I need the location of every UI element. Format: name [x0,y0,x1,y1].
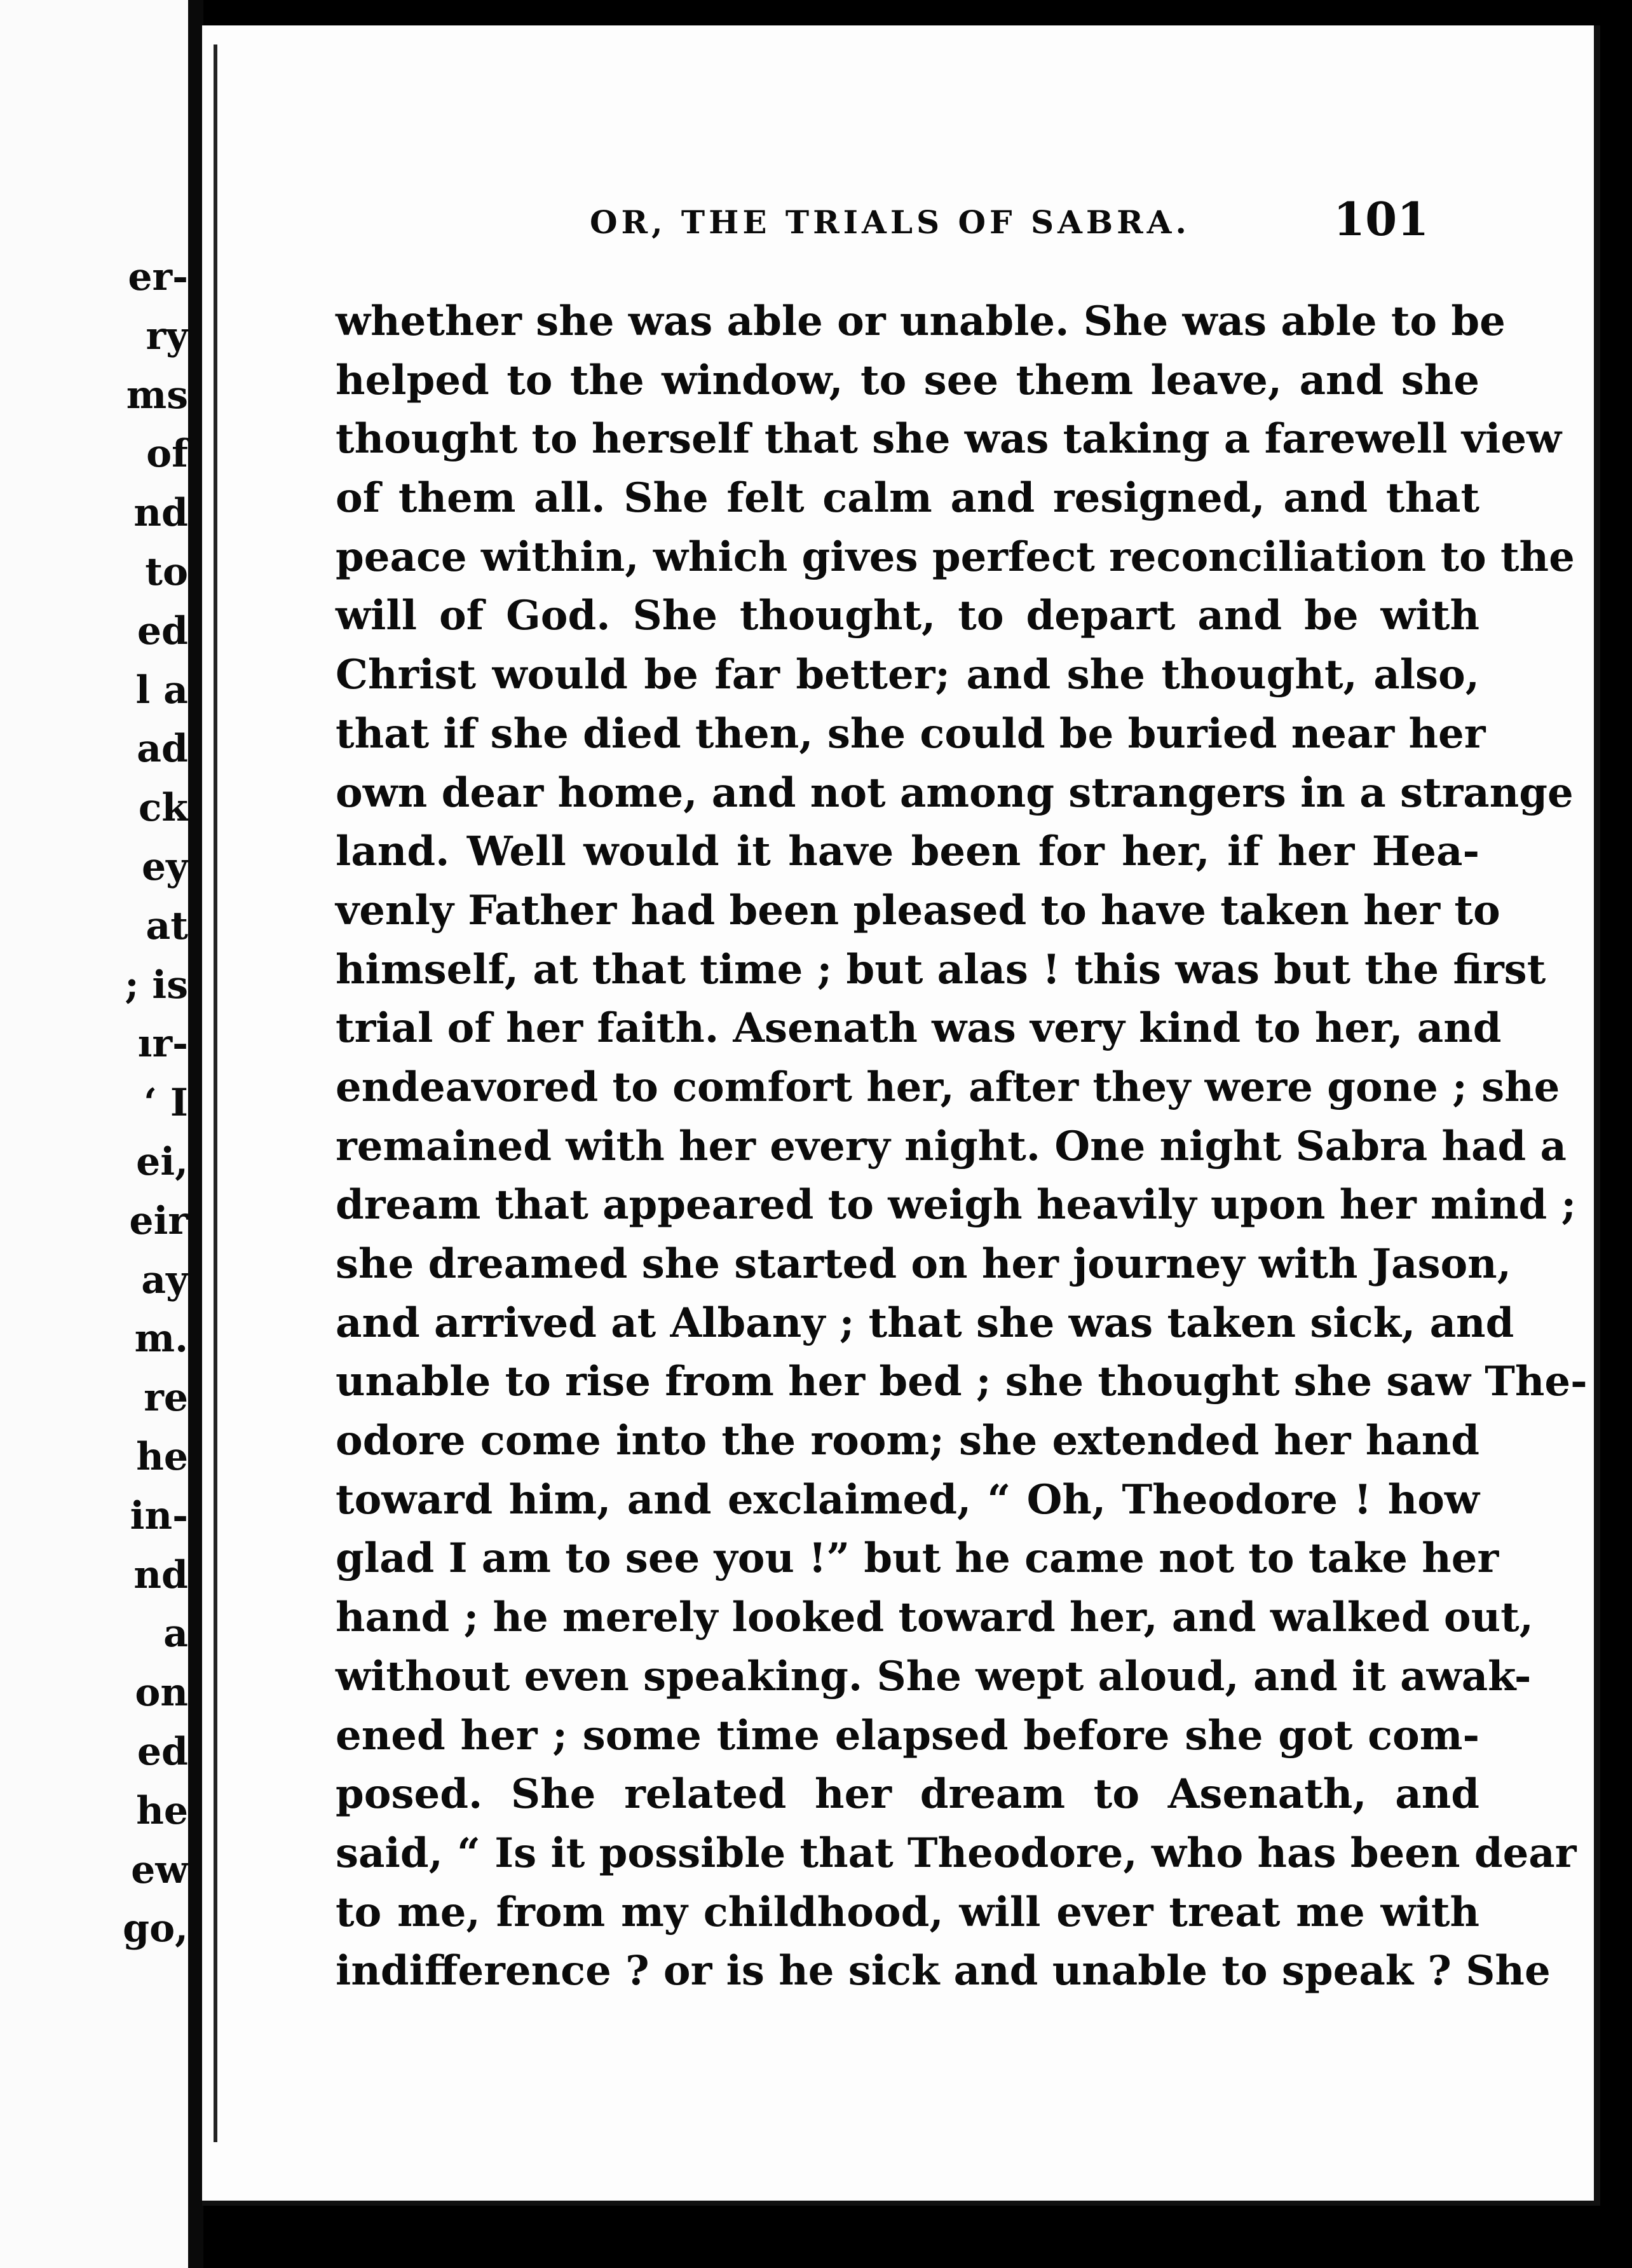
left-page-fragment: ei, [136,1139,188,1184]
left-page-fragment: in- [130,1493,188,1538]
left-page-fragment: ır- [137,1021,188,1067]
left-page-fragment: on [135,1670,188,1716]
left-page-fragment: ew [131,1847,188,1892]
text-line: will of God. She thought, to depart and be with [336,592,1479,640]
left-page-fragment: nd [133,1552,188,1597]
book-gutter [188,0,203,2268]
text-line: hand ; he merely looked toward her, and walked out, [336,1594,1533,1642]
text-line: ened her ; some time elapsed before she got com- [336,1711,1479,1759]
text-line: trial of her faith. Asenath was very kind to her, and [336,1004,1502,1053]
text-line: indifference ? or is he sick and unable to speak ? She [336,1947,1551,1995]
left-page-fragment: nd [133,491,188,536]
left-page-fragment: he [136,1788,188,1833]
page-spine-edge [214,44,217,2142]
page-bottom-edge [202,2201,1594,2206]
left-page-fragment: a [163,1611,188,1657]
text-line: dream that appeared to weigh heavily upon her mind ; [336,1181,1577,1229]
text-line: unable to rise from her bed ; she thought she saw The- [336,1358,1588,1406]
left-page-fragment: er- [128,255,188,299]
text-line: that if she died then, she could be buried near her [336,709,1486,758]
text-line: remained with her every night. One night Sabra had a [336,1122,1567,1170]
text-line: to me, from my childhood, will ever treat me with [336,1888,1479,1936]
left-page-fragment: ed [137,608,188,653]
text-line: whether she was able or unable. She was able to be [336,297,1506,345]
page-number: 101 [1333,192,1429,246]
text-line: endeavored to comfort her, after they were gone ; she [336,1063,1560,1111]
left-page-fragment: ed [137,1729,188,1774]
left-page-fragment: m. [134,1316,188,1362]
text-line: of them all. She felt calm and resigned, and that [336,474,1479,523]
left-page-fragment: ck [138,786,188,831]
left-page-fragment: go, [123,1906,188,1951]
text-line: glad I am to see you !” but he came not to take her [336,1534,1499,1583]
left-page-fragment: l a [135,667,188,713]
left-page-fragment: re [144,1376,188,1421]
left-page-fragment: ry [146,313,188,359]
left-page-fragment: at [146,903,188,948]
running-head: OR, THE TRIALS OF SABRA. [590,203,1190,241]
left-page-fragment: ad [137,727,188,772]
left-page-fragment: ‘ I [144,1081,188,1126]
text-line: she dreamed she started on her journey with Jason, [336,1240,1511,1288]
left-page-fragment: ay [141,1257,188,1302]
left-page-fragment: ey [141,844,188,889]
text-line: posed. She related her dream to Asenath, and [336,1770,1479,1819]
left-page-fragment: ms [126,372,188,418]
text-line: said, “ Is it possible that Theodore, who has been dear [336,1829,1577,1877]
text-line: venly Father had been pleased to have taken her to [336,886,1500,934]
previous-page-line-fragments [0,248,191,1958]
left-page-fragment: of [146,432,188,477]
text-line: own dear home, and not among strangers in a strange [336,769,1574,817]
left-page-fragment: eir [129,1198,188,1243]
text-line: without even speaking. She wept aloud, and it awak- [336,1652,1532,1700]
text-line: toward him, and exclaimed, “ Oh, Theodore ! how [336,1475,1479,1524]
left-page-fragment: he [136,1434,188,1479]
text-line: himself, at that time ; but alas ! this was but the first [336,945,1546,994]
book-page [202,25,1600,2206]
text-line: land. Well would it have been for her, if her Hea- [336,828,1479,876]
body-text [336,292,1588,2001]
text-line: thought to herself that she was taking a farewell view [336,415,1562,463]
left-page-fragment: to [145,549,188,594]
left-page-fragment: ; is [125,962,188,1008]
text-line: helped to the window, to see them leave, and she [336,356,1479,404]
text-line: Christ would be far better; and she thought, also, [336,651,1479,699]
text-line: peace within, which gives perfect reconciliation to the [336,533,1575,581]
text-line: and arrived at Albany ; that she was taken sick, and [336,1299,1514,1347]
text-line: odore come into the room; she extended her hand [336,1417,1479,1465]
previous-page-edge [0,0,191,2268]
